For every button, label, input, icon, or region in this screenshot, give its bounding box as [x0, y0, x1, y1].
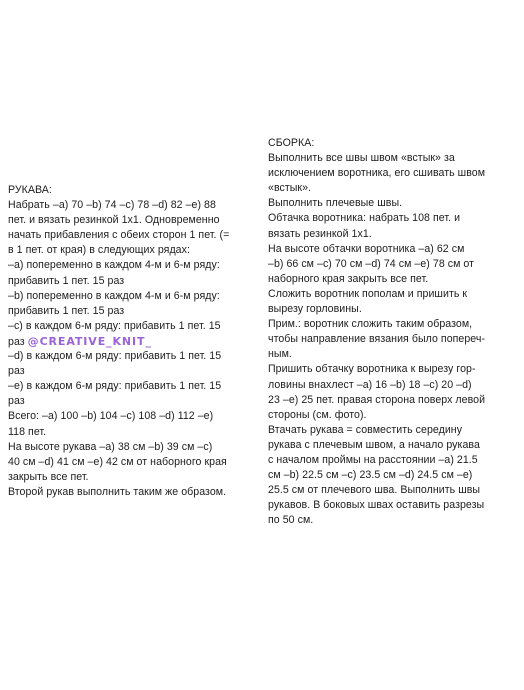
assembly-heading: СБОРКА: — [268, 137, 315, 149]
text-line: На высоте рукава –a) 38 см –b) 39 см –c) — [8, 440, 213, 453]
text-line: 25.5 см от плечевого шва. Выполнить швы — [268, 484, 481, 497]
text-line: по 50 см. — [268, 514, 314, 527]
text-line: –b) 66 см –c) 70 см –d) 74 см –e) 78 см от — [268, 257, 475, 270]
text-line: ным. — [268, 348, 292, 361]
sleeves-heading: РУКАВА: — [8, 184, 52, 196]
watermark: @CREATIVE_KNIT_ — [27, 334, 152, 348]
text-line: Второй рукав выполнить таким же образом. — [8, 485, 227, 498]
text-line: ловины внахлест –a) 16 –b) 18 –c) 20 –d) — [268, 378, 472, 391]
text-line: Выполнить плечевые швы. — [268, 197, 403, 210]
text-line: в 1 пет. от края) в следующих рядах: — [8, 244, 190, 257]
text-line: прибавить 1 пет. 15 раз — [8, 304, 125, 317]
text-line: На высоте обтачки воротника –a) 62 см — [268, 242, 465, 255]
text-fragment: раз — [8, 335, 25, 348]
assembly-section — [268, 136, 518, 528]
text-line: –c) в каждом 6-м ряду: прибавить 1 пет. 15 — [8, 319, 221, 332]
text-line: пет. и вязать резинкой 1x1. Одновременно — [8, 214, 220, 227]
text-line: наборного края закрыть все пет. — [268, 272, 429, 285]
text-line: раз — [8, 395, 25, 408]
text-line: 118 пет. — [8, 425, 47, 438]
text-line: 23 –e) 25 пет. правая сторона поверх левой — [268, 393, 486, 406]
text-line: –b) попеременно в каждом 4-м и 6-м ряду: — [8, 289, 220, 302]
watermark-row — [8, 334, 258, 349]
text-line: Сложить воротник пополам и пришить к — [268, 287, 468, 300]
text-line: см –b) 22.5 см –c) 23.5 см –d) 24.5 см –e) — [268, 469, 473, 482]
text-line: рукавов. В боковых швах оставить разрезы — [268, 499, 485, 512]
text-line: –a) попеременно в каждом 4-м и 6-м ряду: — [8, 259, 220, 272]
text-line: Набрать –а) 70 –b) 74 –c) 78 –d) 82 –e) 88 — [8, 199, 216, 212]
text-line: чтобы направление вязания было попереч- — [268, 333, 486, 346]
text-line: Втачать рукава = совместить середину — [268, 423, 463, 436]
text-line: вязать резинкой 1x1. — [268, 227, 372, 240]
text-line: исключением воротника, его сшивать швом — [268, 167, 486, 180]
text-line: раз — [8, 365, 25, 378]
text-line: –e) в каждом 6-м ряду: прибавить 1 пет. 15 — [8, 380, 222, 393]
text-line: –d) в каждом 6-м ряду: прибавить 1 пет. 15 — [8, 350, 222, 363]
text-line: начать прибавления с обеих сторон 1 пет. (= — [8, 229, 230, 242]
sleeves-section — [8, 183, 258, 500]
text-line: Обтачка воротника: набрать 108 пет. и — [268, 212, 461, 225]
text-line: Прим.: воротник сложить таким образом, — [268, 318, 473, 331]
text-line: Пришить обтачку воротника к вырезу гор- — [268, 363, 476, 376]
text-line: вырезу горловины. — [268, 303, 362, 316]
text-line: рукава с плечевым швом, а начало рукава — [268, 438, 480, 451]
text-line: Всего: –a) 100 –b) 104 –c) 108 –d) 112 –e) — [8, 410, 214, 423]
text-line: «встык». — [268, 182, 312, 195]
text-line: Выполнить все швы швом «встык» за — [268, 152, 455, 165]
text-line: 40 см –d) 41 см –e) 42 см от наборного края — [8, 455, 227, 468]
text-line: с началом проймы на расстоянии –a) 21.5 — [268, 453, 478, 466]
text-line: закрыть все пет. — [8, 470, 89, 483]
text-line: прибавить 1 пет. 15 раз — [8, 274, 125, 287]
text-line: стороны (см. фото). — [268, 408, 367, 421]
